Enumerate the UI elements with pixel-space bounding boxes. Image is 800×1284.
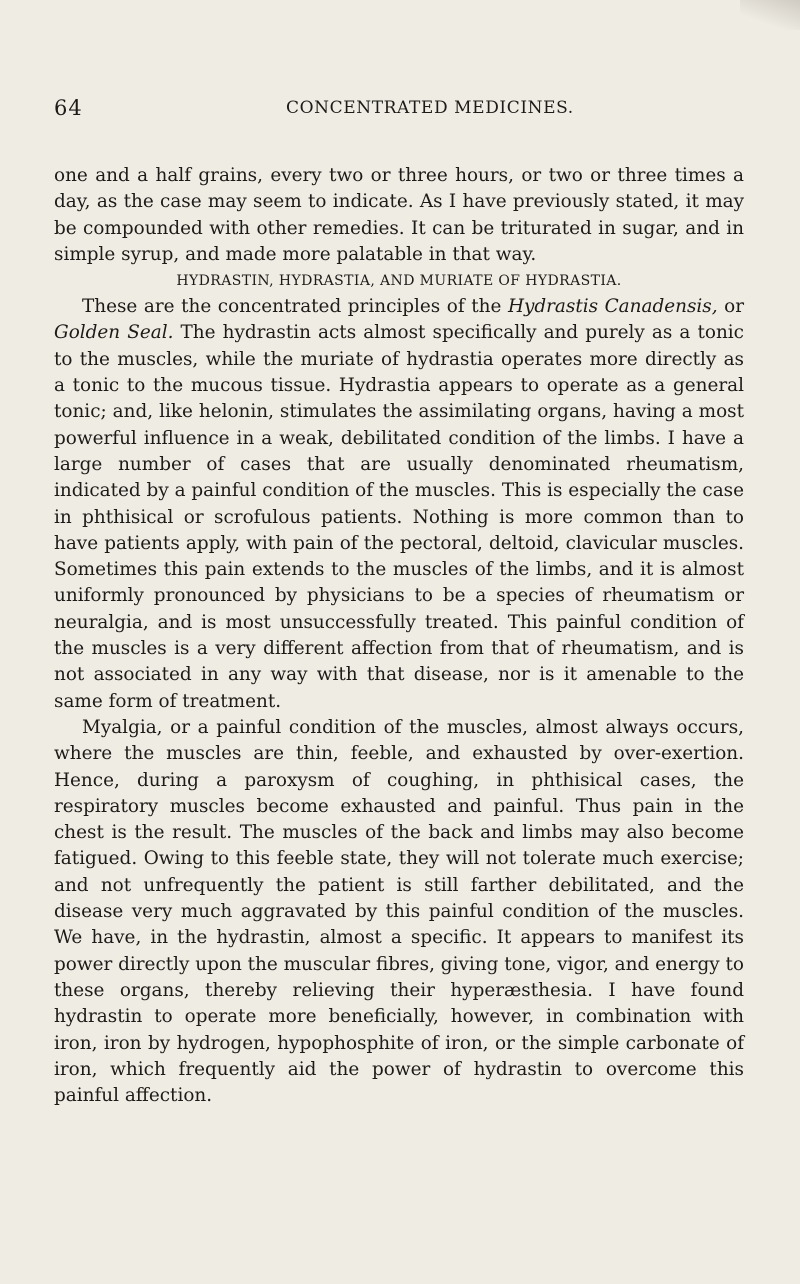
paragraph-hydrastin-text-c: The hydrastin acts almost specifically and purely as a tonic to the muscles, while the muriate of hydrastia operates more directly as a tonic to the mucous tissue. Hydrastia appears to operate as a general tonic; and, like helonin, stimulates the assimilating organs, having a most powerful influence in a weak, debilitated condition of the limbs. I have a large number of cases that are usually denominated rheumatism, indicated by a painful condition of the muscles. This is especially the case in phthisical or scrofulous patients. Nothing is more common than to have patients apply, with pain of the pectoral, deltoid, clavicular muscles. Sometimes this pain extends to the muscles of the limbs, and it is almost uniformly pronounced by physicians to be a species of rheumatism or neuralgia, and is most unsuccessfully treated. This painful condition of the muscles is a very different affection from that of rheumatism, and is not associated in any way with that disease, nor is it amenable to the same form of treatment. [54,322,744,712]
paragraph-hydrastin-text-a: These are the concentrated principles of the [82,296,508,318]
paragraph-continued: one and a half grains, every two or three hours, or two or three times a day, as the case may seem to indicate. As I have previously stated, it may be compounded with other remedies. It can be triturated in sugar, and in simple syrup, and made more palatable in that way. [54,165,744,265]
page-header [54,96,742,132]
section-heading: HYDRASTIN, HYDRASTIA, AND MURIATE OF HYDRASTIA. [176,273,622,290]
body-text [54,163,744,1109]
paragraph-hydrastin-text-b: or [717,296,744,318]
running-head: CONCENTRATED MEDICINES. [286,98,574,118]
page-number: 64 [54,96,83,120]
paragraph-hydrastin [54,294,744,715]
common-name: Golden Seal. [54,322,174,344]
latin-name: Hydrastis Canadensis, [507,296,718,318]
page-corner-shadow [740,0,800,30]
paragraph-myalgia: Myalgia, or a painful condition of the muscles, almost always occurs, where the muscles are thin, feeble, and exhausted by over-exertion. Hence, during a paroxysm of coughing, in phthisical cases, the respiratory muscles become exhausted and painful. Thus pain in the chest is the result. The muscles of the back and limbs may also become fatigued. Owing to this feeble state, they will not tolerate much exercise; and not unfrequently the patient is still farther debilitated, and the disease very much aggravated by this painful condition of the muscles. We have, in the hydrastin, almost a specific. It appears to manifest its power directly upon the muscular fibres, giving tone, vigor, and energy to these organs, thereby relieving their hyperæsthesia. I have found hydrastin to operate more beneficially, however, in combination with iron, iron by hydrogen, hypophosphite of iron, or the simple carbonate of iron, which frequently aid the power of hydrastin to overcome this painful affection. [54,716,744,1107]
